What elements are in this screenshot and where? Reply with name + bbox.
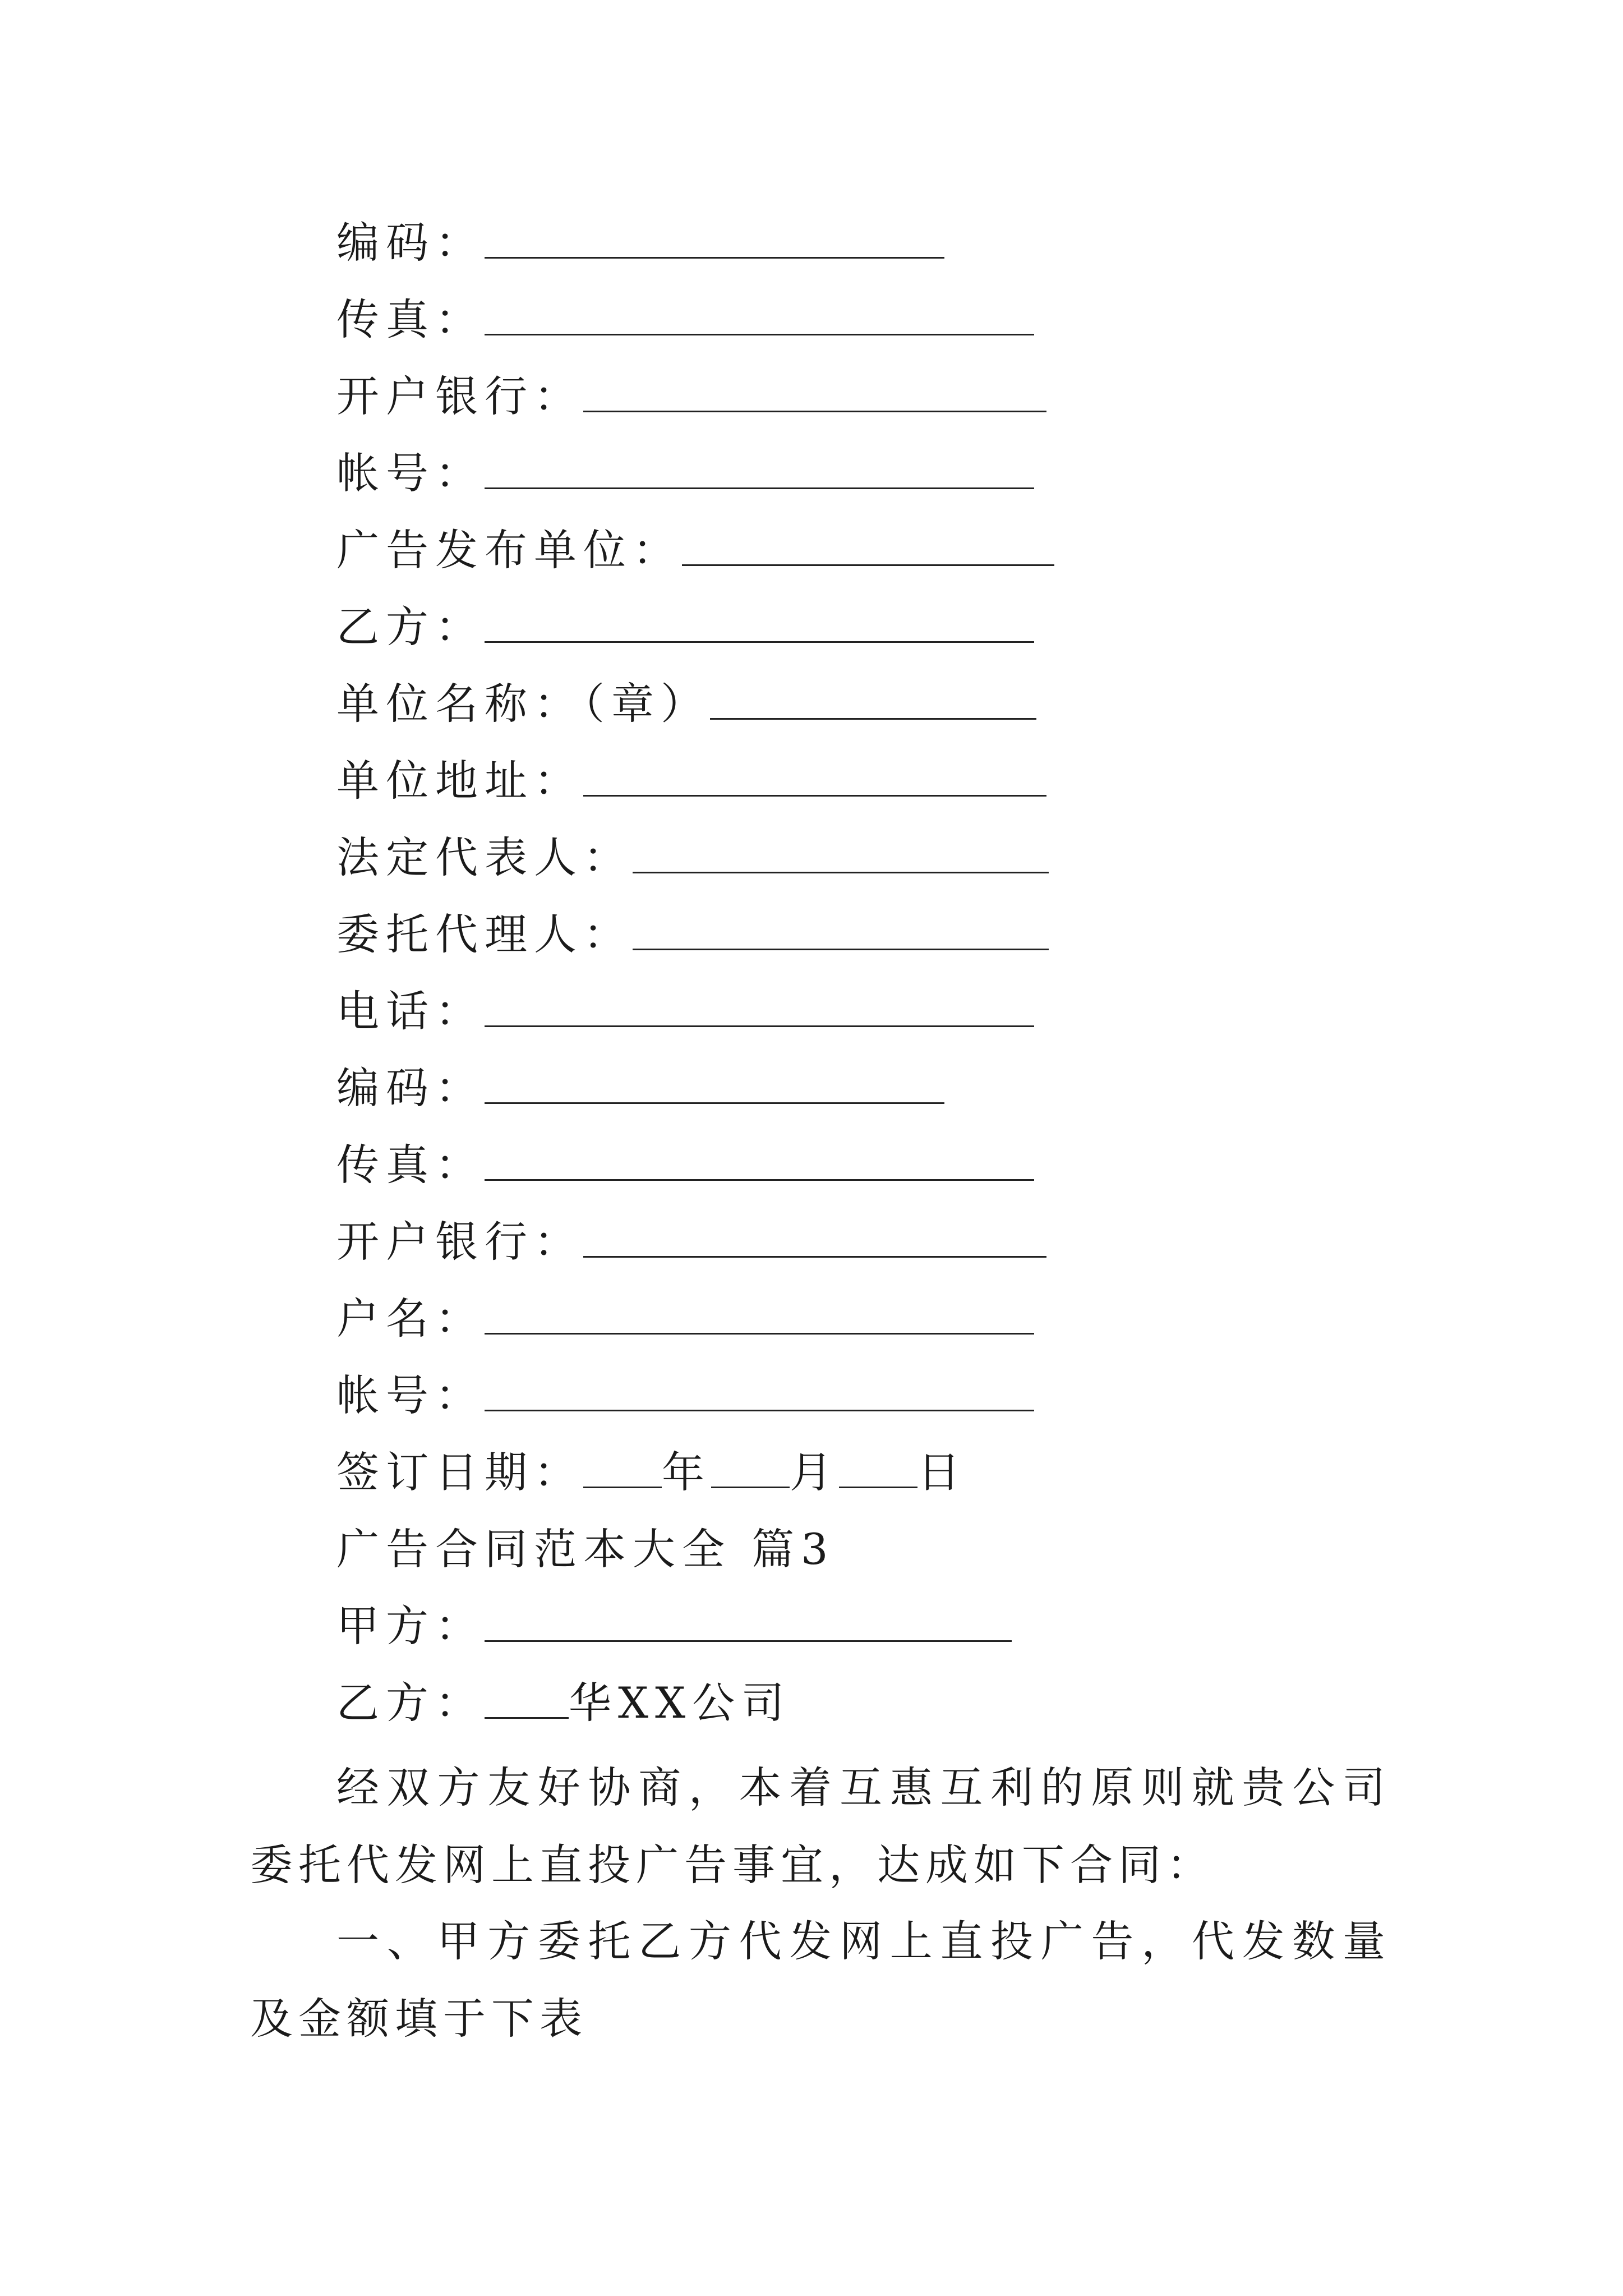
field-label: 单位地址： bbox=[336, 756, 583, 806]
party-b-blank bbox=[485, 1711, 569, 1719]
fill-blank bbox=[485, 1327, 1034, 1335]
party-b-line bbox=[336, 1675, 791, 1731]
day-label: 日 bbox=[917, 1447, 967, 1497]
field-label: 编码： bbox=[336, 218, 485, 268]
party-b-value: 华XX公司 bbox=[569, 1678, 791, 1728]
field-label: 开户银行： bbox=[336, 1217, 583, 1267]
field-code-2 bbox=[336, 1060, 944, 1116]
party-a-line bbox=[336, 1598, 1012, 1654]
field-agent bbox=[336, 907, 1049, 963]
field-label: 开户银行： bbox=[336, 371, 583, 421]
field-label: 法定代表人： bbox=[336, 832, 633, 882]
field-publisher bbox=[336, 522, 1054, 578]
field-bank-2 bbox=[336, 1214, 1046, 1270]
fill-blank bbox=[710, 712, 1036, 720]
field-company-name bbox=[336, 676, 1036, 732]
fill-blank bbox=[485, 482, 1034, 489]
field-label: 传真： bbox=[336, 1140, 485, 1190]
field-company-address bbox=[336, 753, 1046, 809]
fill-blank bbox=[633, 866, 1049, 873]
field-label: 编码： bbox=[336, 1063, 485, 1113]
fill-blank bbox=[485, 1174, 1034, 1181]
field-account-name bbox=[336, 1291, 1034, 1347]
party-a-blank bbox=[485, 1635, 1012, 1642]
month-label: 月 bbox=[790, 1447, 839, 1497]
fill-blank bbox=[485, 328, 1034, 335]
field-label: 户名： bbox=[336, 1294, 485, 1343]
fill-blank bbox=[485, 636, 1034, 643]
party-b-label: 乙方： bbox=[336, 1678, 485, 1728]
field-account bbox=[336, 445, 1034, 501]
field-account-2 bbox=[336, 1368, 1034, 1424]
field-label: 委托代理人： bbox=[336, 909, 633, 959]
field-bank bbox=[336, 369, 1046, 425]
year-blank bbox=[583, 1481, 662, 1488]
paragraph-intro: 经双方友好协商，本着互惠互利的原则就贵公司委托代发网上直投广告事宜，达成如下合同： bbox=[250, 1763, 1391, 1890]
field-label: 电话： bbox=[336, 986, 485, 1036]
fill-blank bbox=[583, 789, 1046, 797]
sign-date-label: 签订日期： bbox=[336, 1447, 583, 1497]
field-phone bbox=[336, 983, 1034, 1039]
fill-blank bbox=[682, 559, 1054, 566]
day-blank bbox=[839, 1481, 917, 1488]
field-code bbox=[336, 215, 944, 271]
section-title-text: 广告合同范本大全 篇3 bbox=[336, 1524, 835, 1574]
month-blank bbox=[711, 1481, 790, 1488]
fill-blank bbox=[485, 1404, 1034, 1411]
year-label: 年 bbox=[662, 1447, 711, 1497]
fill-blank bbox=[633, 943, 1049, 950]
sign-date bbox=[336, 1444, 967, 1501]
fill-blank bbox=[485, 1097, 944, 1104]
field-party-b bbox=[336, 599, 1034, 655]
fill-blank bbox=[583, 1250, 1046, 1258]
field-label: 传真： bbox=[336, 295, 485, 344]
section-title bbox=[336, 1521, 835, 1577]
field-legal-rep bbox=[336, 830, 1049, 886]
fill-blank bbox=[583, 405, 1046, 412]
field-label: 帐号： bbox=[336, 448, 485, 498]
field-label: 帐号： bbox=[336, 1370, 485, 1420]
paragraph-clause-1: 一、甲方委托乙方代发网上直投广告，代发数量及金额填于下表 bbox=[250, 1916, 1391, 2044]
party-a-label: 甲方： bbox=[336, 1601, 485, 1651]
field-fax-2 bbox=[336, 1137, 1034, 1193]
fill-blank bbox=[485, 1020, 1034, 1027]
field-label: 单位名称：（章） bbox=[336, 679, 710, 729]
fill-blank bbox=[485, 251, 944, 259]
field-label: 乙方： bbox=[336, 602, 485, 652]
field-fax bbox=[336, 292, 1034, 348]
field-label: 广告发布单位： bbox=[336, 525, 682, 575]
